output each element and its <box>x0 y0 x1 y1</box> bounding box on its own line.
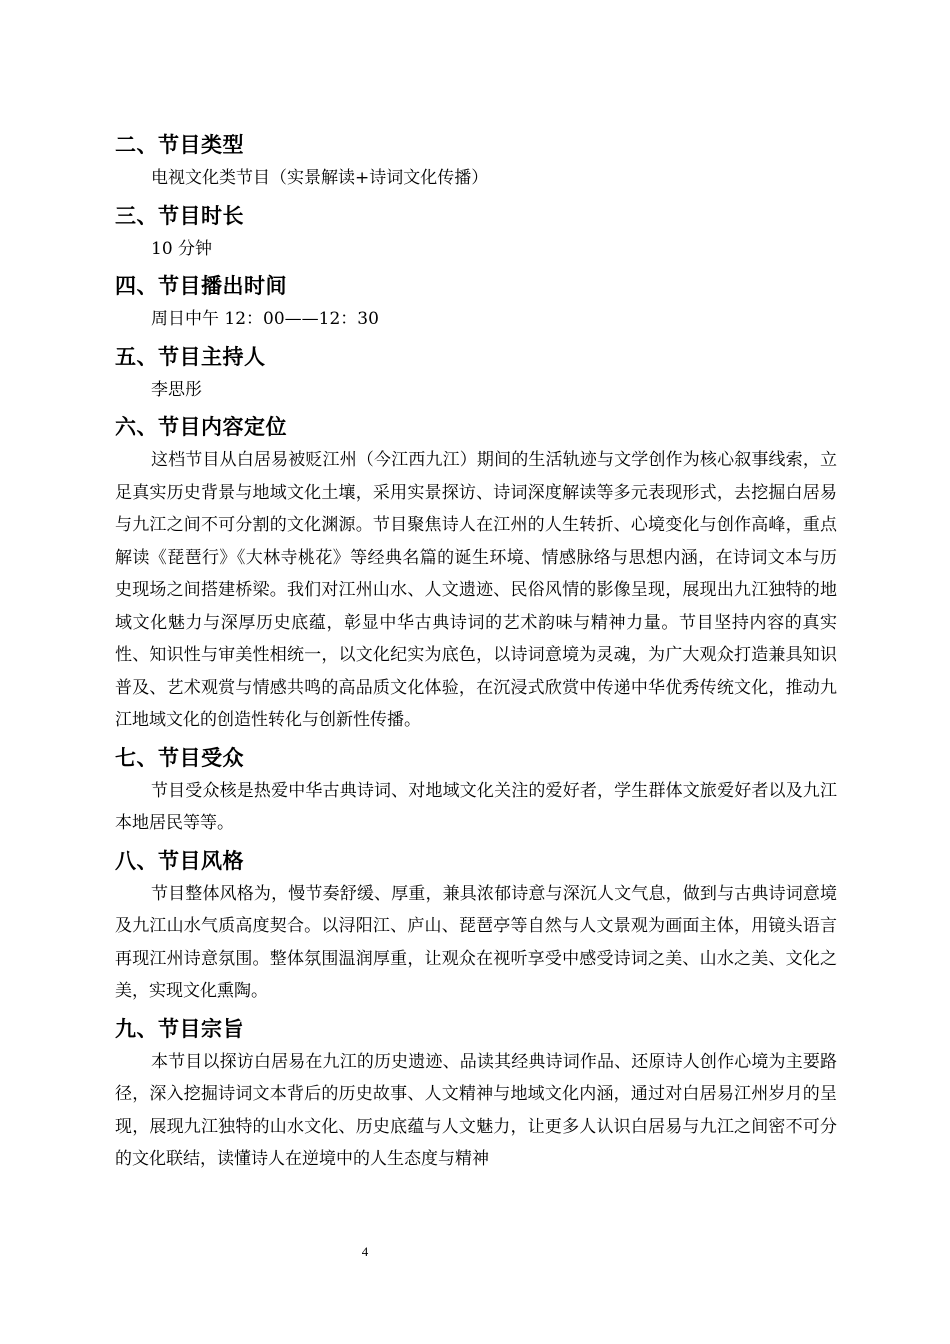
section-body: 节目受众核是热爱中华古典诗词、对地域文化关注的爱好者，学生群体文旅爱好者以及九江本地居民等等。 <box>115 780 837 833</box>
section-heading: 九、节目宗旨 <box>115 1016 244 1041</box>
section-heading: 二、节目类型 <box>115 133 244 157</box>
section-body: 周日中午 12：00——12：30 <box>151 309 379 329</box>
section-heading: 三、节目时长 <box>115 203 244 228</box>
section-body: 李思彤 <box>151 379 202 400</box>
section-heading: 六、节目内容定位 <box>115 415 287 439</box>
document-content <box>115 128 837 1180</box>
page-number: 4 <box>361 1244 369 1259</box>
section-heading: 八、节目风格 <box>115 848 244 873</box>
section-body: 节目整体风格为，慢节奏舒缓、厚重，兼具浓郁诗意与深沉人文气息，做到与古典诗词意境及九江山水气质高度契合。以浔阳江、庐山、琵琶亭等自然与人文景观为画面主体，用镜头语言再现江州诗意氛围。整体氛围温润厚重，让观众在视听享受中感受诗词之美、山水之美、文化之美，实现文化熏陶。 <box>115 883 837 1001</box>
section-body: 电视文化类节目（实景解读+诗词文化传播） <box>151 168 489 188</box>
section-broadcast-time <box>115 269 837 336</box>
section-purpose <box>115 1012 837 1176</box>
section-host <box>115 340 837 407</box>
section-program-duration <box>115 199 837 266</box>
section-heading: 四、节目播出时间 <box>115 274 287 298</box>
section-heading: 五、节目主持人 <box>115 344 266 369</box>
section-audience <box>115 741 837 840</box>
section-content-positioning <box>115 410 837 737</box>
section-body: 这档节目从白居易被贬江州（今江西九江）期间的生活轨迹与文学创作为核心叙事线索，立足真实历史背景与地域文化土壤，采用实景探访、诗词深度解读等多元表现形式，去挖掘白居易与九江之间不可分割的文化渊源。节目聚焦诗人在江州的人生转折、心境变化与创作高峰，重点解读《琵琶行》《大林寺桃花》等经典名篇的诞生环境、情感脉络与思想内涵，在诗词文本与历史现场之间搭建桥梁。我们对江州山水、人文遗迹、民俗风情的影像呈现，展现出九江独特的地域文化魅力与深厚历史底蕴，彰显中华古典诗词的艺术韵味与精神力量。节目坚持内容的真实性、知识性与审美性相统一，以文化纪实为底色，以诗词意境为灵魂，为广大观众打造兼具知识普及、艺术观赏与情感共鸣的高品质文化体验，在沉浸式欣赏中传递中华优秀传统文化，推动九江地域文化的创造性转化与创新性传播。 <box>115 450 837 730</box>
section-style <box>115 844 837 1008</box>
section-body: 10 分钟 <box>151 238 213 259</box>
section-heading: 七、节目受众 <box>115 745 244 770</box>
section-body: 本节目以探访白居易在九江的历史遗迹、品读其经典诗词作品、还原诗人创作心境为主要路径，深入挖掘诗词文本背后的历史故事、人文精神与地域文化内涵，通过对白居易江州岁月的呈现，展现九江独特的山水文化、历史底蕴与人文魅力，让更多人认识白居易与九江之间密不可分的文化联结，读懂诗人在逆境中的人生态度与精神 <box>115 1051 837 1169</box>
section-program-type <box>115 128 837 195</box>
